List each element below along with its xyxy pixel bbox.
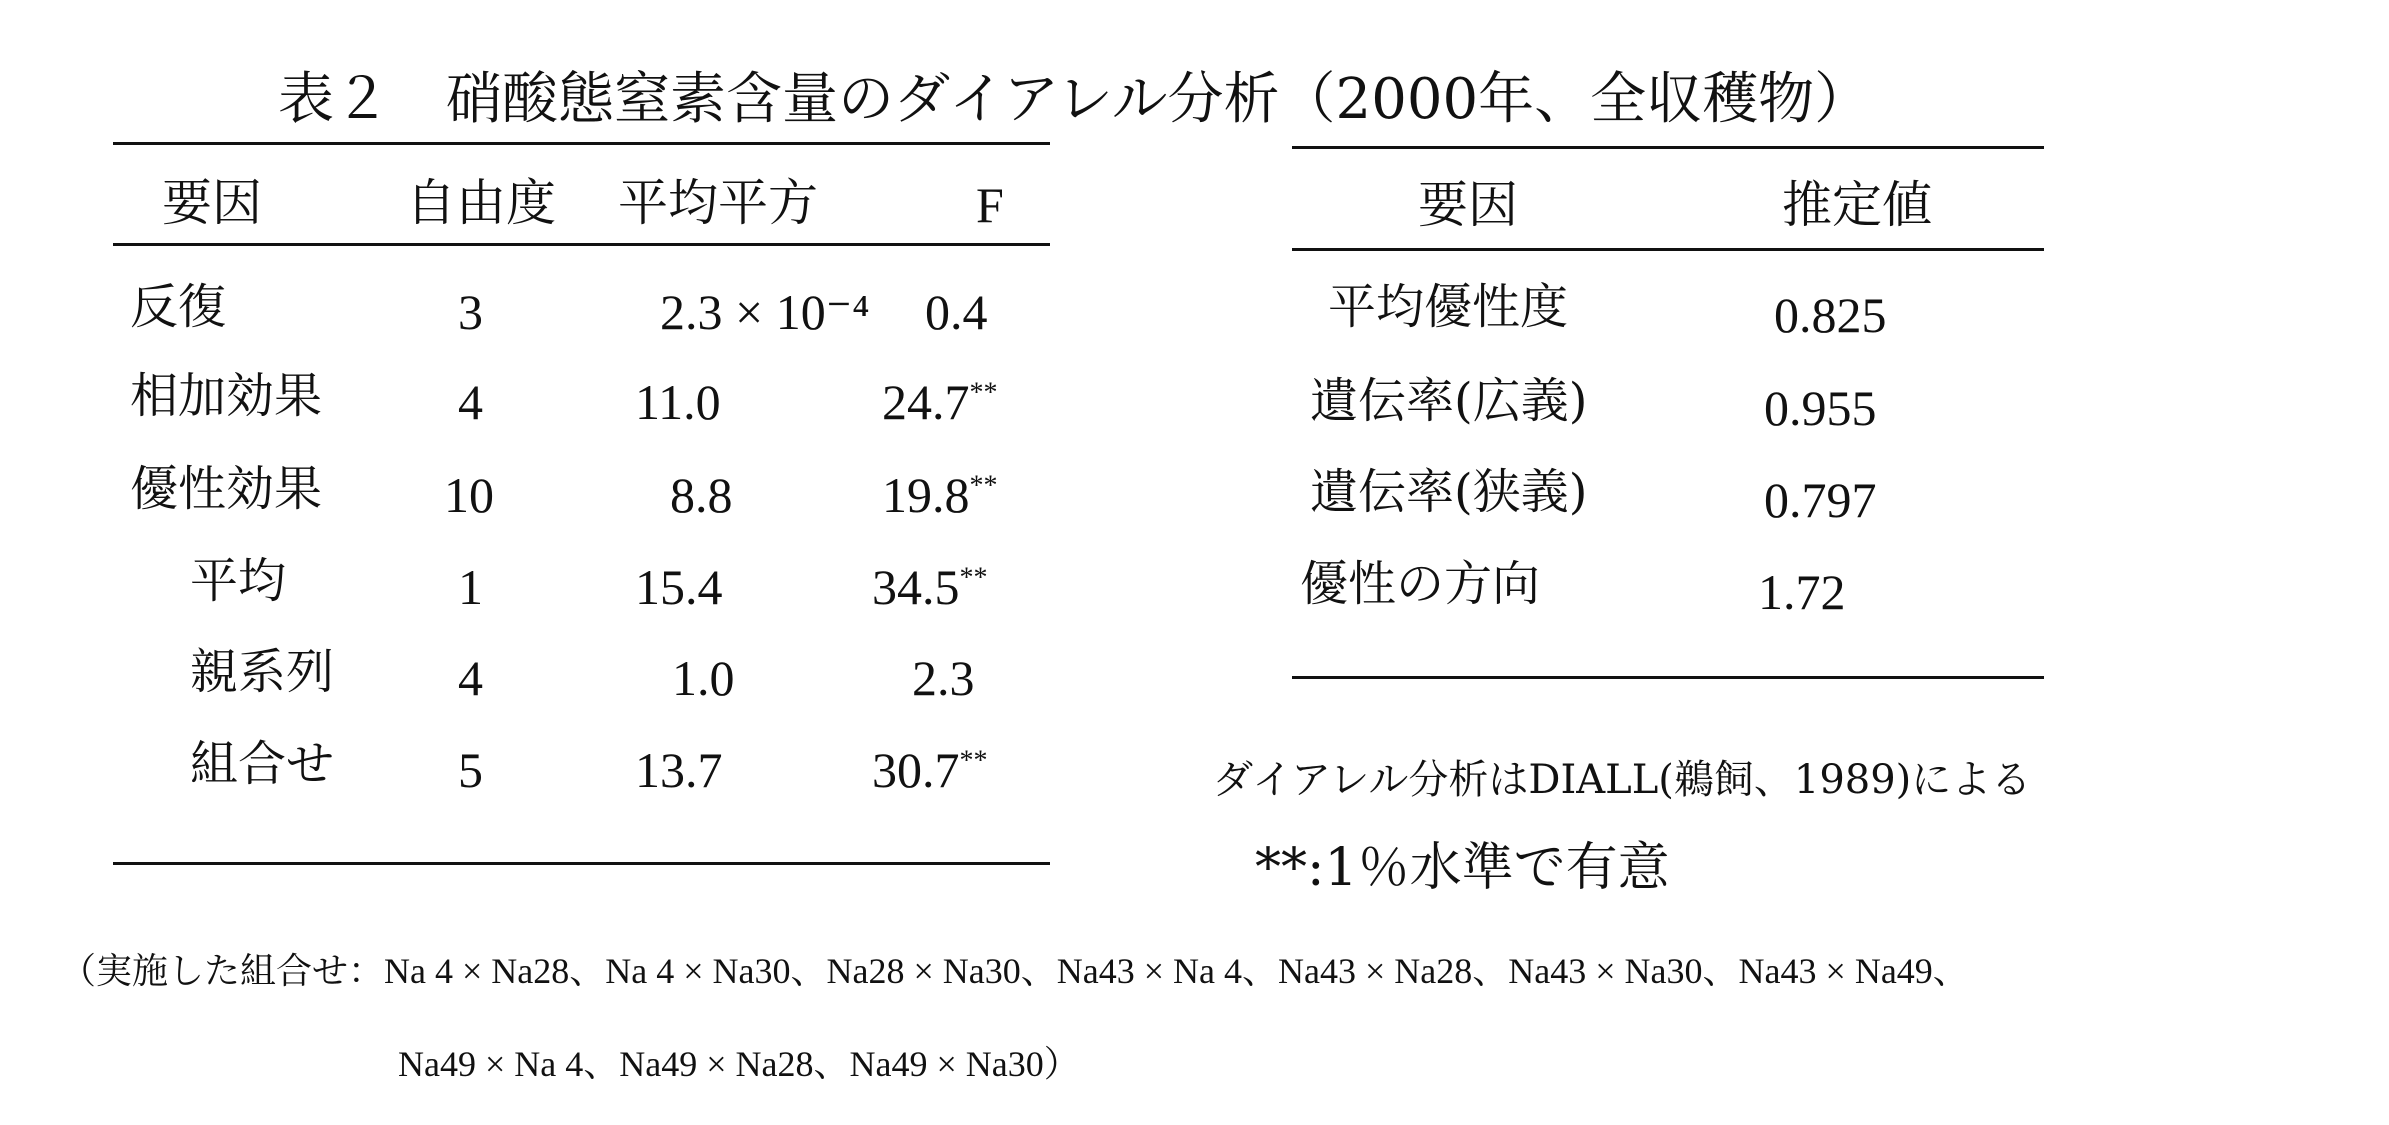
anova-row-factor: 反復 <box>130 279 227 335</box>
anova-row-f: 34.5** <box>872 559 988 615</box>
anova-row-f: 19.8** <box>882 467 998 523</box>
anova-header-rule <box>113 243 1050 246</box>
anova-row-df: 5 <box>458 742 483 798</box>
anova-row-factor: 組合せ <box>190 736 335 792</box>
anova-row-f: 24.7** <box>882 374 998 430</box>
combinations-footnote-line1: （実施した組合せ：Na 4 × Na28、Na 4 × Na30、Na28 × Na30、Na43 × Na 4、Na43 × Na28、Na43 × Na30、Na43 × Na49、 <box>60 951 1969 991</box>
estimates-header-value: 推定値 <box>1782 176 1932 234</box>
anova-row-factor: 平均 <box>190 553 287 609</box>
anova-row-ms: 15.4 <box>635 559 723 615</box>
anova-row-df: 4 <box>458 650 483 706</box>
anova-row-ms: 2.3 × 10⁻⁴ <box>660 284 870 340</box>
anova-row-factor: 相加効果 <box>130 368 323 424</box>
significance-note: **:1％水準で有意 <box>1255 838 1670 898</box>
anova-row-df: 4 <box>458 374 483 430</box>
anova-row-f: 0.4 <box>925 284 988 340</box>
estimates-row-factor: 遺伝率(狭義) <box>1310 464 1588 520</box>
anova-row-ms: 8.8 <box>670 467 733 523</box>
estimates-bottom-rule <box>1292 676 2044 679</box>
anova-top-rule <box>113 142 1050 145</box>
anova-header-factor: 要因 <box>162 174 262 232</box>
estimates-header-rule <box>1292 248 2044 251</box>
anova-row-factor: 親系列 <box>190 644 335 700</box>
estimates-row-factor: 優性の方向 <box>1300 556 1541 612</box>
estimates-top-rule <box>1292 146 2044 149</box>
estimates-row-value: 0.825 <box>1774 287 1887 343</box>
table-title: 表２ 硝酸態窒素含量のダイアレル分析（2000年、全収穫物） <box>278 67 1871 132</box>
estimates-header-factor: 要因 <box>1418 176 1518 234</box>
anova-row-ms: 11.0 <box>635 374 721 430</box>
combinations-footnote-line2: Na49 × Na 4、Na49 × Na28、Na49 × Na30） <box>398 1044 1080 1084</box>
anova-row-factor: 優性効果 <box>130 461 323 517</box>
anova-row-ms: 1.0 <box>672 650 735 706</box>
anova-row-f: 30.7** <box>872 742 988 798</box>
anova-row-f: 2.3 <box>912 650 975 706</box>
estimates-row-value: 1.72 <box>1758 564 1846 620</box>
anova-header-ms: 平均平方 <box>618 174 818 232</box>
anova-row-ms: 13.7 <box>635 742 723 798</box>
estimates-row-factor: 遺伝率(広義) <box>1310 373 1588 429</box>
estimates-row-value: 0.797 <box>1764 472 1877 528</box>
estimates-row-value: 0.955 <box>1764 380 1877 436</box>
anova-bottom-rule <box>113 862 1050 865</box>
anova-row-df: 1 <box>458 559 483 615</box>
anova-header-df: 自由度 <box>406 174 556 232</box>
anova-row-df: 3 <box>458 284 483 340</box>
diall-note: ダイアレル分析はDIALL(鵜飼、1989)による <box>1213 757 2032 803</box>
anova-header-f: F <box>976 177 1004 233</box>
anova-row-df: 10 <box>444 467 494 523</box>
estimates-row-factor: 平均優性度 <box>1328 279 1569 335</box>
